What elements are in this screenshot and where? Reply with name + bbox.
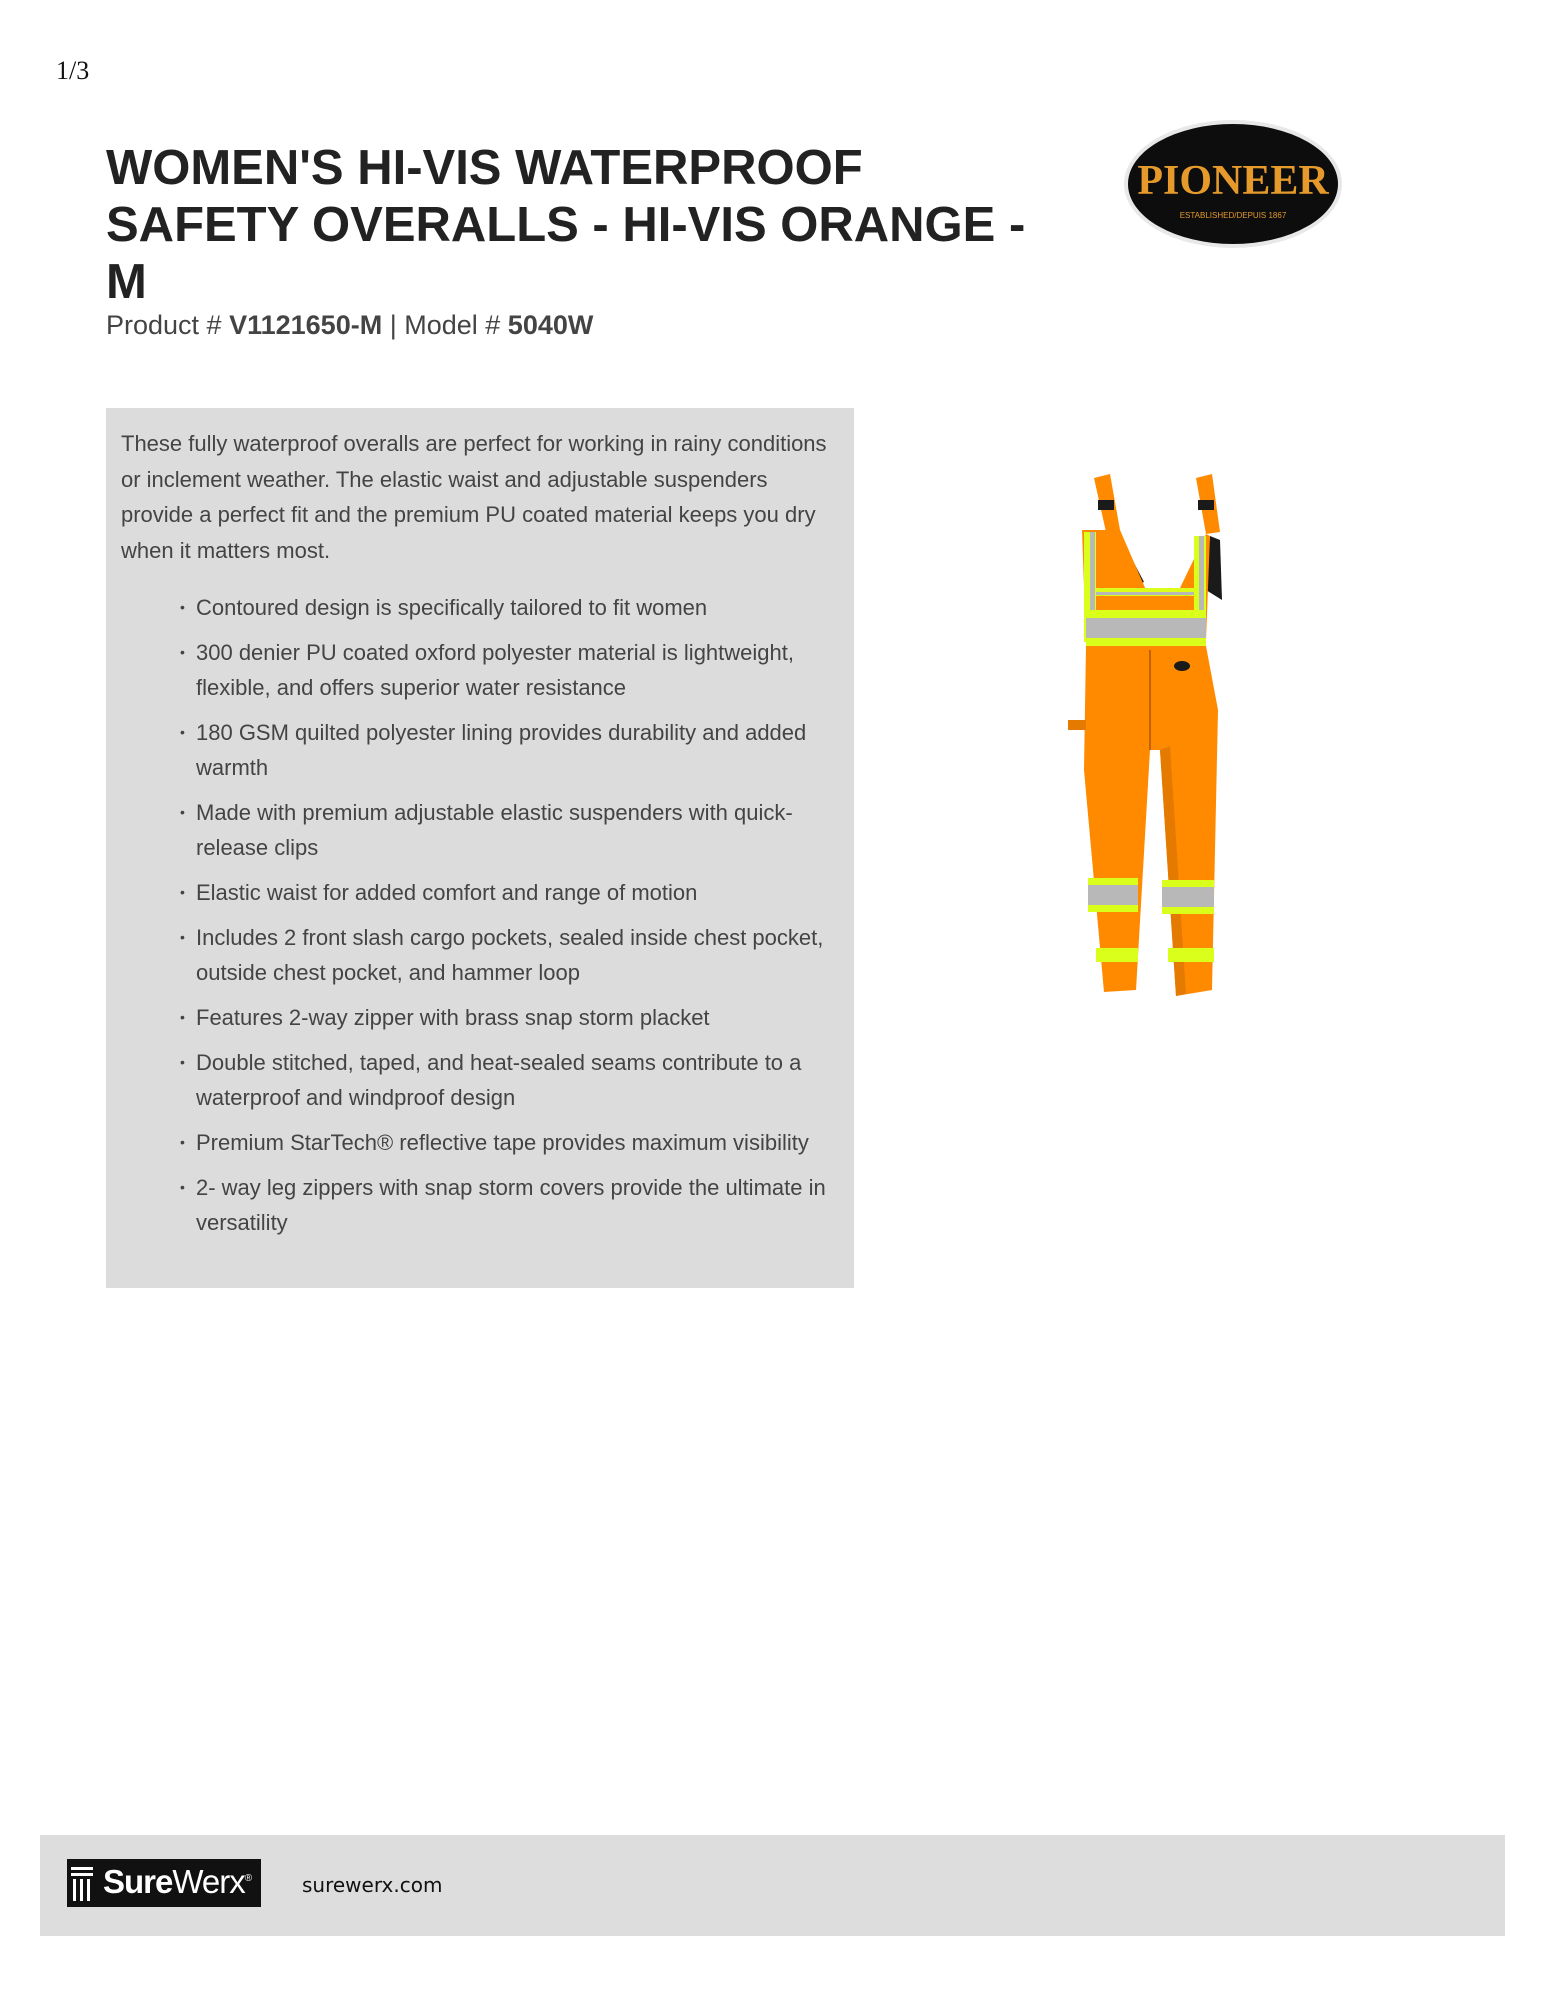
feature-item	[181, 715, 832, 785]
hi-vis-overalls-image	[1060, 470, 1240, 1020]
model-number-label: Model #	[404, 310, 508, 340]
feature-item	[181, 1045, 832, 1115]
page-footer	[40, 1835, 1505, 1936]
feature-item	[181, 1000, 832, 1035]
footer-url[interactable]: surewerx.com	[302, 1873, 443, 1897]
model-number: 5040W	[507, 310, 594, 340]
description-intro: These fully waterproof overalls are perfect for working in rainy conditions or inclement weather. The elastic waist and adjustable suspenders provide a perfect fit and the premium PU coated material keeps you dry when it matters most.	[121, 431, 827, 563]
description-panel	[106, 408, 854, 1288]
feature-item	[181, 1170, 832, 1240]
product-identifiers	[106, 310, 593, 341]
bullet-icon: •	[180, 1134, 185, 1150]
feature-text: 180 GSM quilted polyester lining provides durability and added warmth	[196, 720, 807, 780]
feature-text: Double stitched, taped, and heat-sealed seams contribute to a waterproof and windproof design	[196, 1050, 802, 1110]
feature-item	[181, 635, 832, 705]
bullet-icon: •	[180, 884, 185, 900]
feature-item	[181, 590, 832, 625]
bullet-icon: •	[180, 644, 185, 660]
feature-text: Made with premium adjustable elastic suspenders with quick-release clips	[196, 800, 793, 860]
bullet-icon: •	[180, 1054, 185, 1070]
feature-item	[181, 875, 832, 910]
bullet-icon: •	[180, 1009, 185, 1025]
product-title: WOMEN'S HI-VIS WATERPROOF SAFETY OVERALLS - HI-VIS ORANGE - M	[106, 141, 1026, 309]
feature-text: 2- way leg zippers with snap storm covers provide the ultimate in versatility	[196, 1175, 826, 1235]
feature-text: Elastic waist for added comfort and range of motion	[196, 880, 698, 905]
product-number: V1121650-M	[229, 310, 383, 340]
identifier-separator: |	[382, 310, 405, 340]
feature-item	[181, 920, 832, 990]
page-counter: 1/3	[56, 56, 90, 85]
feature-text: Contoured design is specifically tailored to fit women	[196, 595, 708, 620]
bullet-icon: •	[180, 724, 185, 740]
feature-text: 300 denier PU coated oxford polyester material is lightweight, flexible, and offers superior water resistance	[196, 640, 794, 700]
product-number-label: Product #	[106, 310, 230, 340]
feature-item	[181, 1125, 832, 1160]
pioneer-logo	[1122, 118, 1344, 250]
bullet-icon: •	[180, 929, 185, 945]
feature-text: Features 2-way zipper with brass snap storm placket	[196, 1005, 710, 1030]
feature-text: Includes 2 front slash cargo pockets, sealed inside chest pocket, outside chest pocket, and hammer loop	[196, 925, 824, 985]
bullet-icon: •	[180, 804, 185, 820]
pioneer-logo-tagline: ESTABLISHED/DEPUIS 1867	[1179, 211, 1287, 220]
feature-list	[121, 590, 832, 1240]
feature-item	[181, 795, 832, 865]
surewerx-logo-text: SureWerx®	[103, 1863, 252, 1900]
bullet-icon: •	[180, 1179, 185, 1195]
surewerx-logo-mark-icon	[67, 1859, 97, 1907]
surewerx-logo	[67, 1859, 261, 1907]
pioneer-logo-text: PIONEER	[1137, 158, 1329, 204]
feature-text: Premium StarTech® reflective tape provides maximum visibility	[196, 1130, 809, 1155]
bullet-icon: •	[180, 599, 185, 615]
